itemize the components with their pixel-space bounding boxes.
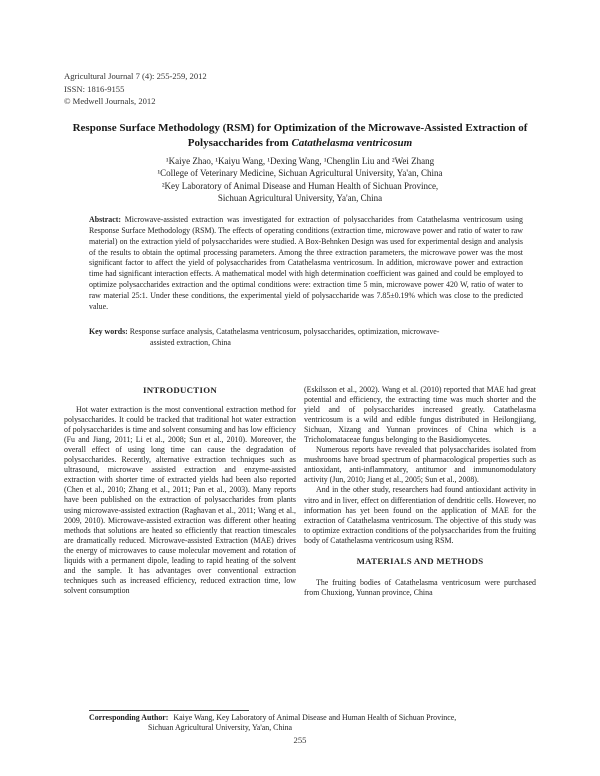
corresponding-author-label: Corresponding Author: [89,713,169,722]
keywords [89,327,523,349]
intro-paragraph-3: Numerous reports have revealed that polysaccharides isolated from mushrooms have broad spectrum of pharmacological properties such as antioxidant, anti-inflammatory, antitumor and immunomodulatory activity (Jun, 2010; Jiang et al., 2005; Sun et al., 2008). [304,445,536,485]
author-names: ¹Kaiye Zhao, ¹Kaiyu Wang, ¹Dexing Wang, ¹Chenglin Liu and ²Wei Zhang [165,156,435,166]
methods-heading: MATERIALS AND METHODS [356,555,484,566]
issn: ISSN: 1816-9155 [64,83,125,94]
corresponding-author [89,713,539,734]
introduction-heading: INTRODUCTION [143,385,217,395]
keywords-label: Key words: [89,327,128,336]
intro-paragraph-1: Hot water extraction is the most conventional extraction method for polysaccharides. It could be tracked that traditional hot water extraction of polysaccharides is time and solvent consuming and has low efficiency (Fu and Jiang, 2011; Li et al., 2008; Sun et al., 2010). Moreover, the overall effect of using long time can cause the degradation of polysaccharides. Recently, alternative extraction techniques such as ultrasound, microwave assisted extraction and enzyme-assisted extraction with shorter time of extracted yields had been also reported (Chen et al., 2010; Zhang et al., 2011; Pan et al., 2003). Many reports have been published on the extraction of polysaccharides from plants using microwave-assisted extraction (Raghavan et al., 2011; Wang et al., 2009, 2010). Microwave-assisted extraction was different other heating methods that solutions are heated so efficiently that reaction timescales are dramatically reduced. Microwave-assisted Extraction (MAE) drives the energy of microwaves to cause molecular movement and rotation of liquids with a permanent dipole, leading to rapid heating of the solvent and the sample. It has advantages over conventional extraction techniques such as increased efficiency, reduced extraction time, low solvent consumption [64,405,296,595]
footnote-divider [89,710,249,711]
page-number: 255 [293,735,307,745]
corresponding-author-line-1: Kaiye Wang, Key Laboratory of Animal Disease and Human Health of Sichuan Province, [173,713,457,722]
methods-paragraph-1: The fruiting bodies of Catathelasma ventricosum were purchased from Chuxiong, Yunnan province, China [304,577,536,597]
right-column [304,385,536,598]
intro-paragraph-2: (Eskilsson et al., 2002). Wang et al. (2010) reported that MAE had great potential and efficiency, the extracting time was much shorter and the yield and of polysaccharides increased greatly. Catathelasma ventricosum is a wild and edible fungus distributed in Heilongjiang, Sichuan, Xizang and Yunnan provinces of China which is a Tricholomataceae fungus belonging to the Basidiomycetes. [304,385,536,445]
left-column [64,385,296,596]
intro-paragraph-4: And in the other study, researchers had found antioxidant activity in vitro and in liver, effect on differentiation of dendritic cells. However, no information has yet been found on the application of MAE for the extraction of Catathelasma ventricosum. The objective of this study was to optimize extraction conditions of the polysaccharides from the fruiting body of Catathelasma ventricosum using RSM. [304,485,536,545]
journal-citation: Agricultural Journal 7 (4): 255-259, 2012 [64,71,207,81]
affiliation-3: Sichuan Agricultural University, Ya'an, China [217,193,383,204]
affiliation-1: ¹College of Veterinary Medicine, Sichuan Agricultural University, Ya'an, China [157,168,443,179]
keywords-line-1: Response surface analysis, Catathelasma ventricosum, polysaccharides, optimization, microwave- [129,327,440,336]
affiliation-2: ²Key Laboratory of Animal Disease and Human Health of Sichuan Province, [161,180,439,191]
abstract-text: Microwave-assisted extraction was investigated for extraction of polysaccharides from Catathelasma ventricosum using Response Surface Methodology (RSM). The effects of operating conditions (extraction time, microwave power and ratio of water to raw material) on the extraction yield of polysaccharides were studied. A Box-Behnken Design was used for experimental design and analysis of the results to obtain the optimal processing parameters. Among the three extraction parameters, the microwave power was the most significant factor to affect the yield of polysaccharides from Catathelasma ventricosum. In addition, microwave power and extraction time had significant interaction effects. A mathematical model with high determination coefficient was gained and could be employed to optimize polysaccharides extraction and the optimal conditions were: extraction time 5 min, microwave power 420 W, ratio of water to raw material 25:1. Under these conditions, the experimental yield of polysaccharide was 7.85±0.19% which was close to the predicted value. [89,215,523,311]
corresponding-author-line-2: Sichuan Agricultural University, Ya'an, China [148,723,293,733]
author-block [60,155,540,205]
title-species: Catathelasma ventricosum [291,137,413,149]
copyright: © Medwell Journals, 2012 [64,96,156,107]
abstract-label: Abstract: [89,215,121,224]
abstract [89,215,523,313]
title-main: Response Surface Methodology (RSM) for Optimization of the Microwave-Assisted Extraction of Polysaccharides from [72,122,528,149]
paper-title [60,121,540,151]
keywords-line-2: assisted extraction, China [150,337,231,347]
journal-header [64,70,207,108]
